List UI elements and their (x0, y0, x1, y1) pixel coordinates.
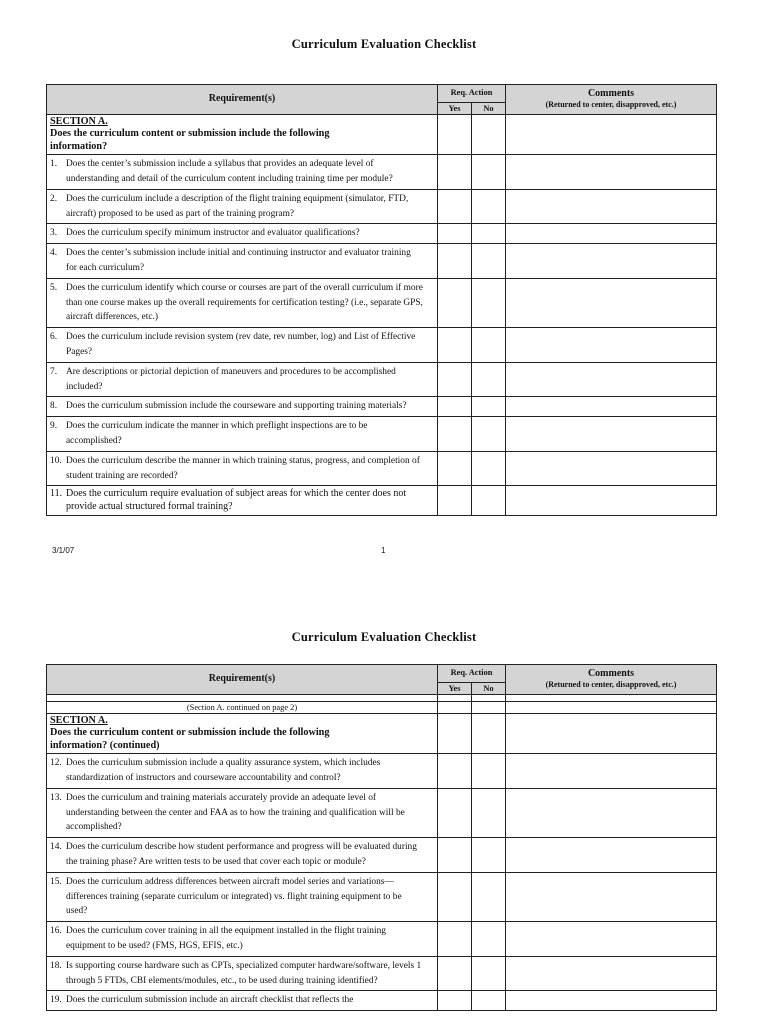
req-action-header: Req. Action (438, 85, 506, 103)
blank-cell (438, 694, 472, 701)
yes-cell[interactable] (438, 788, 472, 837)
no-cell[interactable] (472, 701, 506, 713)
checklist-item-row (47, 244, 717, 279)
checklist-item-row (47, 155, 717, 190)
item-number: 12. (50, 758, 62, 769)
page2-items (47, 754, 717, 1011)
requirement-cell (47, 922, 438, 957)
requirement-cell (47, 155, 438, 190)
no-cell[interactable] (472, 362, 506, 397)
no-cell[interactable] (472, 114, 506, 155)
checklist-item-row (47, 278, 717, 327)
yes-cell[interactable] (438, 114, 472, 155)
section-question: Does the curriculum content or submission include the following information? (continued) (50, 727, 330, 751)
yes-cell[interactable] (438, 417, 472, 452)
no-cell[interactable] (472, 451, 506, 486)
comment-cell[interactable] (506, 451, 717, 486)
requirement-cell (47, 417, 438, 452)
comment-cell[interactable] (506, 278, 717, 327)
item-text: Does the center’s submission include initial and continuing instructor and evaluator training for each curriculum? (66, 248, 411, 274)
requirement-cell (47, 397, 438, 417)
yes-cell[interactable] (438, 956, 472, 991)
yes-cell[interactable] (438, 922, 472, 957)
no-cell[interactable] (472, 155, 506, 190)
item-text: Does the curriculum and training materials accurately provide an adequate level of understanding between the center and FAA as to how the training and qualification will be accomplished? (66, 792, 405, 833)
comments-title: Comments (587, 668, 635, 680)
item-text: Does the curriculum indicate the manner in which preflight inspections are to be accomplished? (66, 421, 368, 447)
yes-cell[interactable] (438, 838, 472, 873)
requirement-cell (47, 362, 438, 397)
section-label: SECTION A. (50, 115, 108, 127)
table-header-row (47, 85, 717, 103)
checklist-item-row (47, 872, 717, 921)
item-text: Does the curriculum include a description of the flight training equipment (simulator, FTD, aircraft) proposed to be used as part of the training program? (66, 193, 409, 219)
comment-cell[interactable] (506, 922, 717, 957)
item-text: Does the center’s submission include a syllabus that provides an adequate level of understanding and detail of the curriculum content including training time per module? (66, 159, 393, 185)
item-number: 16. (50, 926, 62, 937)
requirements-header: Requirement(s) (47, 85, 438, 115)
no-cell[interactable] (472, 244, 506, 279)
item-text: Are descriptions or pictorial depiction of maneuvers and procedures to be accomplished included? (66, 366, 396, 392)
checklist-item-row (47, 991, 717, 1011)
comment-cell[interactable] (506, 701, 717, 713)
comment-cell[interactable] (506, 838, 717, 873)
no-cell[interactable] (472, 278, 506, 327)
item-number: 13. (50, 792, 62, 803)
item-number: 11. (50, 488, 63, 500)
comments-subtitle: (Returned to center, disapproved, etc.) (545, 680, 677, 690)
checklist-item-row (47, 397, 717, 417)
page1-items (47, 155, 717, 516)
item-text: Is supporting course hardware such as CPTs, specialized computer hardware/software, levels 1 through 5 FTDs, CBI elements/modules, etc., to be used during training identified? (66, 960, 422, 986)
no-cell[interactable] (472, 838, 506, 873)
item-number: 5. (50, 282, 58, 293)
item-number: 19. (50, 995, 62, 1006)
requirement-cell (47, 754, 438, 789)
yes-header: Yes (438, 102, 472, 114)
no-cell[interactable] (472, 328, 506, 363)
section-heading (47, 114, 438, 155)
checklist-item-row (47, 922, 717, 957)
no-cell[interactable] (472, 417, 506, 452)
item-number: 18. (50, 960, 62, 971)
no-cell[interactable] (472, 189, 506, 224)
yes-cell[interactable] (438, 278, 472, 327)
comment-cell[interactable] (506, 114, 717, 155)
footer-page-number: 1 (381, 546, 386, 555)
item-text: Does the curriculum identify which course or courses are part of the overall curriculum if more than one course makes up the overall requirements for certification testing? (i.e., separate GPS, aircraft differences, etc.) (66, 282, 423, 323)
checklist-table (46, 664, 717, 1011)
comment-cell[interactable] (506, 956, 717, 991)
requirement-cell (47, 189, 438, 224)
requirement-cell (47, 956, 438, 991)
comment-cell[interactable] (506, 991, 717, 1011)
comments-header (506, 665, 717, 695)
yes-cell[interactable] (438, 397, 472, 417)
comment-cell[interactable] (506, 486, 717, 516)
requirements-header: Requirement(s) (47, 665, 438, 695)
comment-cell[interactable] (506, 244, 717, 279)
requirement-cell (47, 244, 438, 279)
item-number: 14. (50, 842, 62, 853)
comment-cell[interactable] (506, 328, 717, 363)
requirement-cell (47, 278, 438, 327)
table-header-row (47, 665, 717, 683)
checklist-item-row (47, 189, 717, 224)
item-text: Does the curriculum submission include the courseware and supporting training materials? (66, 401, 407, 412)
item-text: Does the curriculum submission include an aircraft checklist that reflects the (66, 995, 354, 1006)
requirement-cell (47, 872, 438, 921)
no-cell[interactable] (472, 872, 506, 921)
item-text: Does the curriculum describe the manner in which training status, progress, and completion of student training are recorded? (66, 455, 420, 481)
item-text: Does the curriculum describe how student performance and progress will be evaluated during the training phase? Are written tests to be used that cover each topic or module? (66, 842, 417, 868)
requirement-cell (47, 328, 438, 363)
item-number: 15. (50, 876, 62, 887)
comments-subtitle: (Returned to center, disapproved, etc.) (545, 100, 677, 110)
yes-cell[interactable] (438, 155, 472, 190)
yes-cell[interactable] (438, 713, 472, 754)
comment-cell[interactable] (506, 788, 717, 837)
item-text: Does the curriculum cover training in all the equipment installed in the flight training equipment to be used? (FMS, HGS, EFIS, etc.) (66, 926, 386, 952)
requirement-cell (47, 224, 438, 244)
no-header: No (472, 682, 506, 694)
checklist-item-row (47, 224, 717, 244)
no-cell[interactable] (472, 788, 506, 837)
continued-note: (Section A. continued on page 2) (47, 701, 438, 713)
section-label: SECTION A. (50, 714, 108, 726)
footer-date: 3/1/07 (52, 546, 75, 555)
item-text: Does the curriculum submission include a quality assurance system, which includes standardization of instructors and courseware accountability and control? (66, 758, 381, 784)
checklist-item-row (47, 754, 717, 789)
no-cell[interactable] (472, 991, 506, 1011)
checklist-item-row (47, 838, 717, 873)
yes-cell[interactable] (438, 754, 472, 789)
comments-title: Comments (587, 88, 635, 100)
blank-cell (506, 694, 717, 701)
yes-cell[interactable] (438, 991, 472, 1011)
item-text: Does the curriculum include revision system (rev date, rev number, log) and List of Effective Pages? (66, 332, 416, 358)
item-number: 10. (50, 455, 62, 466)
checklist-item-row (47, 417, 717, 452)
yes-cell[interactable] (438, 362, 472, 397)
section-row (47, 114, 717, 155)
checklist-table (46, 84, 717, 516)
item-number: 1. (50, 159, 58, 170)
no-cell[interactable] (472, 713, 506, 754)
comment-cell[interactable] (506, 713, 717, 754)
blank-cell (47, 694, 438, 701)
requirement-cell (47, 486, 438, 516)
item-number: 3. (50, 228, 58, 239)
comment-cell[interactable] (506, 189, 717, 224)
yes-header: Yes (438, 682, 472, 694)
comments-header (506, 85, 717, 115)
no-cell[interactable] (472, 486, 506, 516)
item-number: 7. (50, 366, 58, 377)
no-cell[interactable] (472, 956, 506, 991)
item-number: 2. (50, 193, 58, 204)
item-text: Does the curriculum specify minimum instructor and evaluator qualifications? (66, 228, 360, 239)
comment-cell[interactable] (506, 417, 717, 452)
yes-cell[interactable] (438, 701, 472, 713)
blank-cell (472, 694, 506, 701)
comment-cell[interactable] (506, 872, 717, 921)
yes-cell[interactable] (438, 451, 472, 486)
comment-cell[interactable] (506, 362, 717, 397)
checklist-item-row (47, 451, 717, 486)
page-title: Curriculum Evaluation Checklist (291, 37, 477, 51)
checklist-item-row (47, 328, 717, 363)
item-text: Does the curriculum require evaluation of subject areas for which the center does not provide actual structured formal training? (66, 488, 407, 512)
item-number: 8. (50, 401, 58, 412)
page-2 (0, 596, 768, 1024)
no-cell[interactable] (472, 397, 506, 417)
section-question: Does the curriculum content or submission include the following information? (50, 128, 330, 152)
checklist-item-row (47, 362, 717, 397)
comment-cell[interactable] (506, 397, 717, 417)
checklist-item-row (47, 788, 717, 837)
section-heading (47, 713, 438, 754)
no-cell[interactable] (472, 754, 506, 789)
yes-cell[interactable] (438, 872, 472, 921)
checklist-item-row (47, 486, 717, 516)
continued-note-row (47, 701, 717, 713)
requirement-cell (47, 838, 438, 873)
yes-cell[interactable] (438, 486, 472, 516)
req-action-header: Req. Action (438, 665, 506, 683)
item-number: 4. (50, 248, 58, 259)
yes-cell[interactable] (438, 244, 472, 279)
section-row (47, 713, 717, 754)
yes-cell[interactable] (438, 189, 472, 224)
no-cell[interactable] (472, 922, 506, 957)
blank-row (47, 694, 717, 701)
comment-cell[interactable] (506, 754, 717, 789)
comment-cell[interactable] (506, 224, 717, 244)
item-number: 6. (50, 332, 58, 343)
yes-cell[interactable] (438, 328, 472, 363)
requirement-cell (47, 788, 438, 837)
item-number: 9. (50, 421, 58, 432)
requirement-cell (47, 991, 438, 1011)
yes-cell[interactable] (438, 224, 472, 244)
page-title: Curriculum Evaluation Checklist (291, 630, 477, 644)
no-cell[interactable] (472, 224, 506, 244)
no-header: No (472, 102, 506, 114)
requirement-cell (47, 451, 438, 486)
checklist-item-row (47, 956, 717, 991)
item-text: Does the curriculum address differences between aircraft model series and variations—differences training (separate curriculum or integrated) vs. flight training equipment to be used? (66, 876, 402, 917)
comment-cell[interactable] (506, 155, 717, 190)
